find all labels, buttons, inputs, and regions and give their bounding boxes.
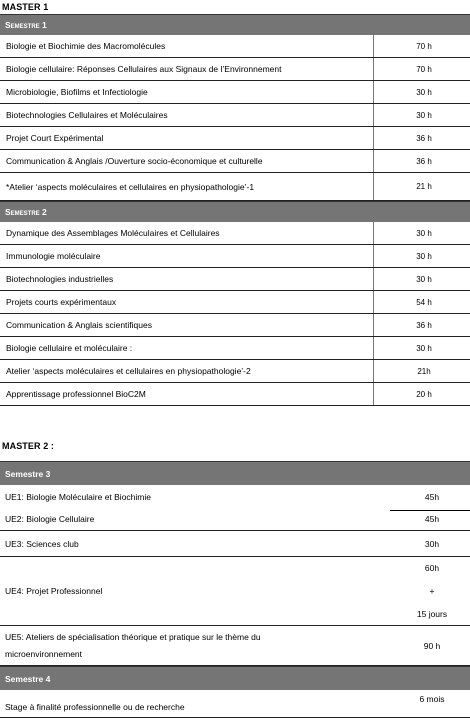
- master2-table: [0, 461, 470, 718]
- semester2-header: [0, 201, 470, 222]
- table-row: [0, 127, 470, 150]
- table-row: [0, 222, 470, 245]
- table-row: [0, 245, 470, 268]
- table-row: [0, 557, 470, 626]
- course-label: *Atelier ‘aspects moléculaires et cellulaires en physiopathologie’-1: [0, 173, 374, 200]
- course-label: Microbiologie, Biofilms et Infectiologie: [0, 81, 374, 103]
- course-hours: 45h: [424, 491, 440, 502]
- table-row: [0, 58, 470, 81]
- course-label: Stage à finalité professionnelle ou de recherche: [5, 702, 185, 712]
- course-hours: 20 h: [416, 389, 432, 399]
- course-hours-line: 15 jours: [416, 608, 448, 619]
- course-label: Atelier ‘aspects moléculaires et cellulaires en physiopathologie’-2: [0, 360, 374, 382]
- course-hours: 90 h: [423, 640, 441, 651]
- course-label: Biologie cellulaire et moléculaire :: [0, 337, 374, 359]
- course-hours-line: 60h: [424, 563, 440, 574]
- course-label: Biologie cellulaire: Réponses Cellulaires aux Signaux de l’Environnement: [0, 58, 374, 80]
- course-hours: 30 h: [416, 343, 432, 353]
- semester2-header-label: Semestre 2: [5, 207, 47, 217]
- table-row: [0, 690, 470, 718]
- table-row: [0, 291, 470, 314]
- table-row: [0, 531, 470, 557]
- course-hours: 36 h: [416, 320, 432, 330]
- course-hours: 30 h: [416, 110, 432, 120]
- course-label-line: microenvironnement: [5, 648, 83, 659]
- table-row: [0, 81, 470, 104]
- course-hours: 70 h: [416, 41, 432, 51]
- course-hours: 6 mois: [419, 694, 445, 704]
- table-row: [0, 104, 470, 127]
- course-hours: 70 h: [416, 64, 432, 74]
- course-label: Projet Court Expérimental: [0, 127, 374, 149]
- course-hours: 30h: [424, 538, 440, 549]
- course-hours: 36 h: [416, 133, 432, 143]
- course-label: Communication & Anglais scientifiques: [0, 314, 374, 336]
- table-row: [0, 360, 470, 383]
- table-row: [0, 314, 470, 337]
- semester1-header: [0, 14, 470, 35]
- master2-title: MASTER 2 :: [2, 441, 55, 451]
- course-hours: 30 h: [416, 251, 432, 261]
- course-hours: 30 h: [416, 228, 432, 238]
- table-row: [0, 268, 470, 291]
- table-row: [0, 626, 470, 666]
- table-row: [0, 35, 470, 58]
- table-row: [0, 150, 470, 173]
- semester3-header-label: Semestre 3: [5, 468, 51, 479]
- course-hours: 21h: [417, 366, 431, 376]
- course-hours: [392, 557, 470, 625]
- table-row: [0, 383, 470, 406]
- course-label: Projets courts expérimentaux: [0, 291, 374, 313]
- course-label: Biotechnologies industrielles: [0, 268, 374, 290]
- course-label: Biologie et Biochimie des Macromolécules: [0, 35, 374, 57]
- semester3-header: [0, 461, 470, 485]
- course-label: UE4: Projet Professionnel: [5, 586, 103, 596]
- table-row: [0, 173, 470, 201]
- course-hours: 36 h: [416, 156, 432, 166]
- course-label: Apprentissage professionnel BioC2M: [0, 383, 374, 405]
- semester4-header-label: Semestre 4: [5, 673, 51, 684]
- course-label: Immunologie moléculaire: [0, 245, 374, 267]
- course-label: Biotechnologies Cellulaires et Moléculaires: [0, 104, 374, 126]
- course-hours: 30 h: [416, 274, 432, 284]
- course-label: UE3: Sciences club: [5, 538, 79, 549]
- course-hours: 30 h: [416, 87, 432, 97]
- table-row: [0, 508, 470, 531]
- course-label: Communication & Anglais /Ouverture socio-économique et culturelle: [0, 150, 374, 172]
- course-label: [0, 626, 390, 665]
- semester1-header-label: Semestre 1: [5, 20, 47, 30]
- semester4-header: [0, 666, 470, 690]
- table-row: [0, 337, 470, 360]
- course-label: UE2: Biologie Cellulaire: [5, 514, 95, 524]
- hours-divider: [390, 510, 470, 511]
- master1-title: MASTER 1: [2, 2, 49, 12]
- course-hours: 45h: [424, 514, 440, 524]
- course-label: UE1: Biologie Moléculaire et Biochimie: [5, 491, 151, 502]
- table-row: [0, 485, 470, 508]
- course-hours-line: +: [429, 585, 435, 596]
- course-label-line: UE5: Ateliers de spécialisation théorique et pratique sur le thème du: [5, 631, 261, 642]
- course-hours: 21 h: [416, 182, 432, 191]
- master1-table: [0, 14, 470, 406]
- course-hours: 54 h: [416, 297, 432, 307]
- course-label: Dynamique des Assemblages Moléculaires et Cellulaires: [0, 222, 374, 244]
